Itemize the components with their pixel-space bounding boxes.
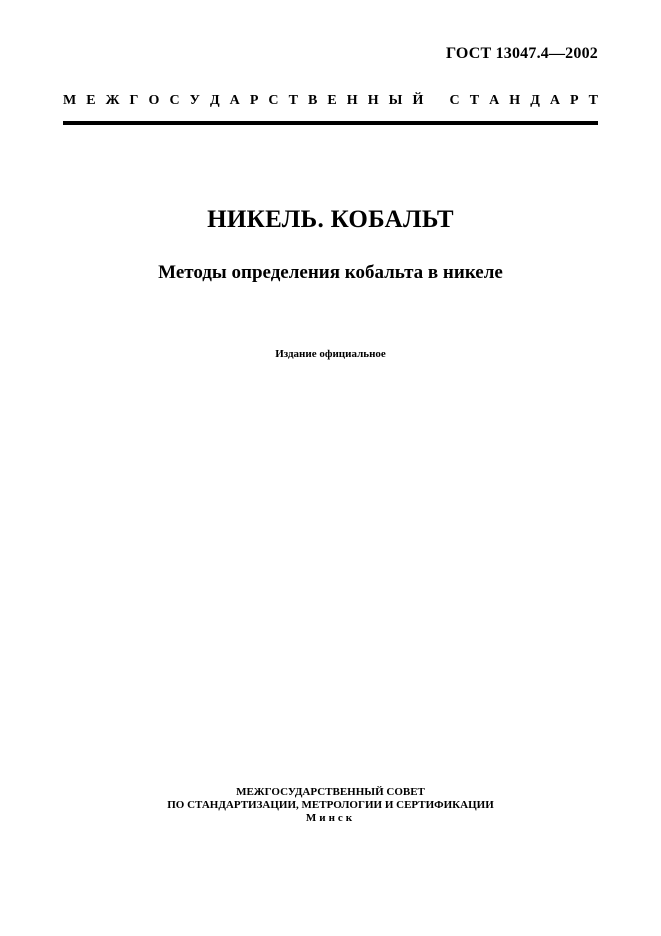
publisher-city: Минск [305, 812, 356, 824]
heading-letter: Т [469, 93, 480, 108]
header-divider [63, 121, 598, 125]
standard-type-word-2 [450, 93, 598, 109]
heading-letter: Г [129, 93, 139, 108]
heading-letter: Ы [388, 93, 403, 108]
heading-letter: В [307, 93, 318, 108]
heading-letter: Т [288, 93, 298, 108]
heading-letter: О [148, 93, 160, 108]
heading-letter: У [189, 93, 200, 108]
edition-note: Издание официальное [275, 348, 386, 360]
heading-letter: Д [530, 93, 540, 108]
heading-letter: А [549, 93, 560, 108]
heading-letter: Т [588, 93, 598, 108]
heading-letter: А [489, 93, 500, 108]
heading-letter: Й [412, 93, 424, 108]
publisher-line-2: ПО СТАНДАРТИЗАЦИИ, МЕТРОЛОГИИ И СЕРТИФИКАЦИИ [167, 799, 494, 811]
heading-letter: С [169, 93, 180, 108]
heading-letter: Е [327, 93, 337, 108]
standard-type-word-1 [63, 93, 423, 109]
standard-number: ГОСТ 13047.4—2002 [445, 45, 598, 62]
document-subtitle: Методы определения кобальта в никеле [158, 262, 503, 283]
heading-letter: Ж [105, 93, 120, 108]
heading-letter: А [229, 93, 240, 108]
heading-letter: Н [509, 93, 521, 108]
heading-letter: Р [570, 93, 579, 108]
heading-letter: Н [346, 93, 358, 108]
heading-letter: Е [86, 93, 96, 108]
heading-letter: Н [367, 93, 379, 108]
heading-letter: С [449, 93, 460, 108]
standard-type-heading [63, 93, 598, 109]
heading-letter: С [268, 93, 279, 108]
heading-letter: Р [249, 93, 259, 108]
publisher-block [0, 786, 661, 825]
heading-letter: М [63, 93, 77, 108]
heading-letter: Д [209, 93, 220, 108]
publisher-line-1: МЕЖГОСУДАРСТВЕННЫЙ СОВЕТ [236, 786, 425, 798]
document-title: НИКЕЛЬ. КОБАЛЬТ [207, 206, 454, 233]
